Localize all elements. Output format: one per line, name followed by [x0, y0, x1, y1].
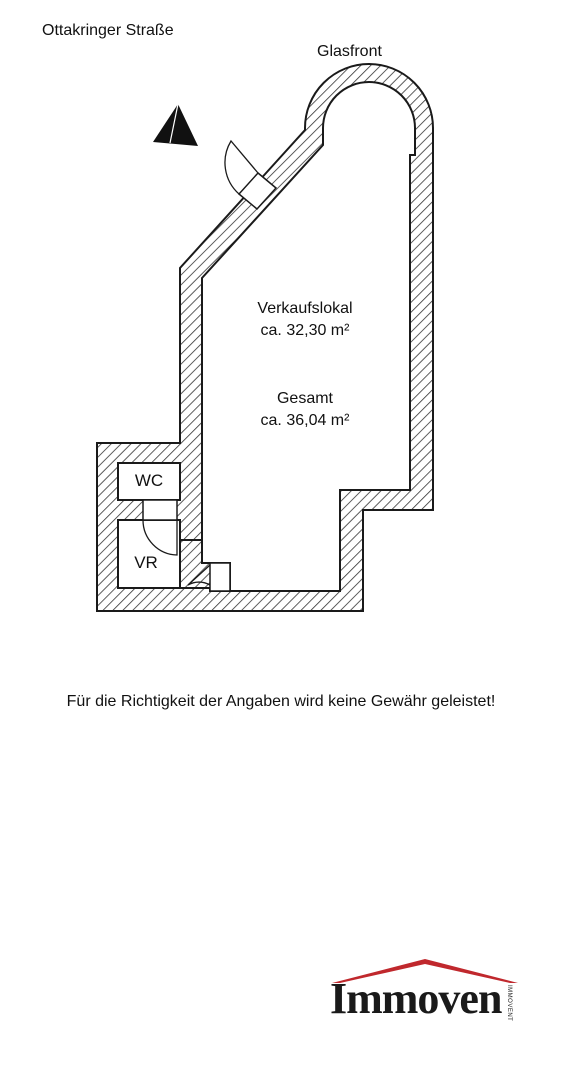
vr-label: VR [134, 553, 158, 572]
logo-text: Immoven [330, 974, 502, 1023]
logo [330, 955, 520, 1035]
street-label: Ottakringer Straße [42, 22, 174, 39]
total-name: Gesamt [276, 390, 333, 407]
main-room-area: ca. 32,30 m² [260, 322, 350, 339]
main-room-label [230, 298, 380, 342]
logo-subtext: IMMOVENT [506, 985, 512, 1022]
north-arrow-icon [153, 104, 198, 146]
glasfront-label: Glasfront [317, 43, 382, 60]
vr-door-opening [210, 563, 230, 591]
total-area: ca. 36,04 m² [260, 412, 350, 429]
wc-label: WC [134, 471, 164, 490]
wc-door-swing [143, 520, 177, 555]
total-area-label [230, 388, 380, 432]
main-room-name: Verkaufslokal [257, 300, 353, 317]
disclaimer: Für die Richtigkeit der Angaben wird keine Gewähr geleistet! [66, 693, 496, 710]
wc-door-opening [143, 500, 177, 520]
